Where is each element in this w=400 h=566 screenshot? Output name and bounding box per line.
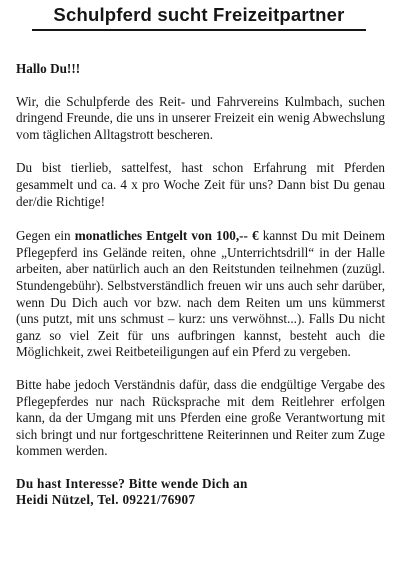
paragraph-offer	[16, 228, 385, 361]
offer-text-after: kannst Du mit Deinem Pflegepferd ins Gelände reiten, ohne „Unterrichtsdrill“ in der Halle arbeiten, aber natürlich auch an den Reitstunden teilnehmen (zuzügl. Stundengebühr). Selbstverständlich freuen wir uns auch sehr darüber, wenn Du Dich auch vor bzw. nach dem Reiten um uns kümmerst (uns putzt, mit uns schmust – kurz: uns verwöhnst...). Falls Du nicht ganz so viel Zeit für uns aufbringen kannst, besteht auch die Möglichkeit, zwei Reitbeteiligungen auf ein Pferd zu vergeben.	[16, 228, 385, 360]
contact-block	[16, 476, 385, 509]
paragraph-intro: Wir, die Schulpferde des Reit- und Fahrvereins Kulmbach, suchen dringend Freunde, die uns in unserer Freizeit ein wenig Abwechslung vom täglichen Alltagstrott bescheren.	[16, 93, 385, 142]
contact-prompt: Du hast Interesse? Bitte wende Dich an	[16, 475, 248, 491]
contact-person: Heidi Nützel, Tel. 09221/76907	[16, 492, 196, 508]
paragraph-conditions: Bitte habe jedoch Verständnis dafür, dass die endgültige Vergabe des Pflegepferdes nur nach Rücksprache mit dem Reitlehrer erfolgen kann, da der Umgang mit uns Pferden eine große Verantwortung mit sich bringt und nur fortgeschrittene Reiterinnen und Reiter zum Zuge kommen werden.	[16, 376, 385, 459]
title-underline	[32, 29, 366, 31]
greeting: Hallo Du!!!	[16, 61, 81, 76]
offer-price-emphasis: monatliches Entgelt von 100,-- €	[74, 228, 259, 244]
document-title: Schulpferd sucht Freizeitpartner	[53, 4, 345, 25]
document-body	[16, 61, 385, 509]
paragraph-requirements: Du bist tierlieb, sattelfest, hast schon Erfahrung mit Pferden gesammelt und ca. 4 x pro Woche Zeit für uns? Dann bist Du genau der/die Richtige!	[16, 160, 385, 209]
offer-text-before: Gegen ein	[16, 228, 75, 244]
